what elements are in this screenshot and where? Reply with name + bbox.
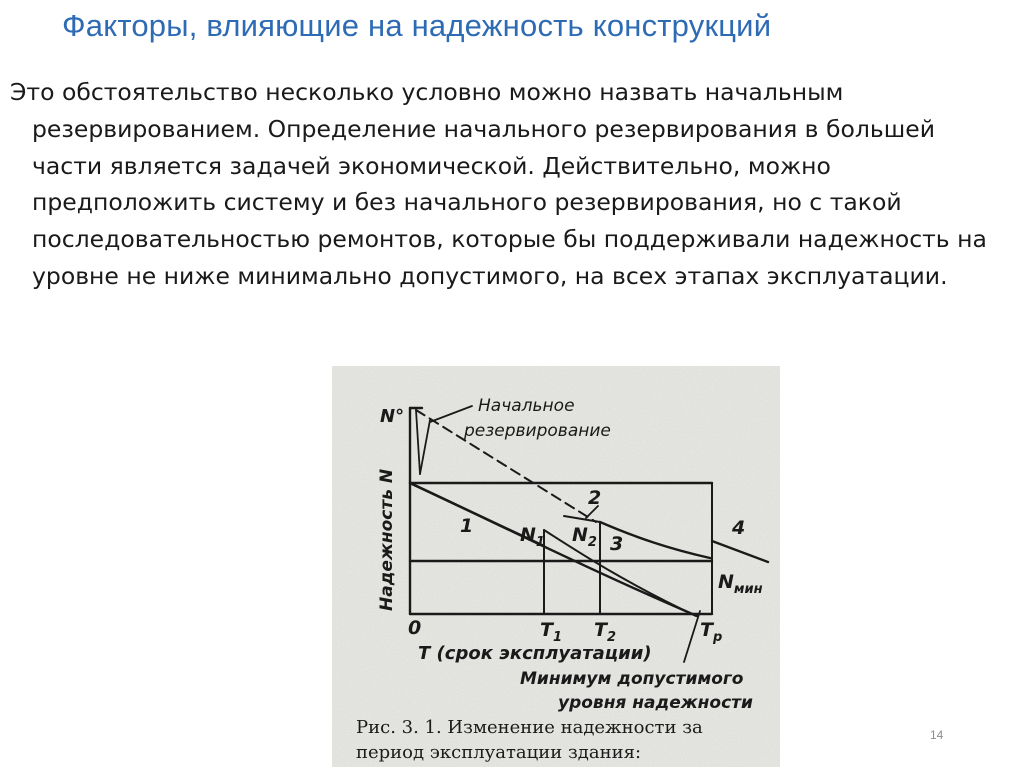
t1-label: $T_1$: [540, 619, 563, 645]
tp-label: $T_р$: [700, 619, 723, 645]
x-axis-label: T (срок эксплуатации): [418, 643, 652, 664]
curve-3-label: 3: [610, 533, 624, 555]
curve-2-label: 2: [588, 487, 602, 509]
origin-label: 0: [408, 617, 422, 639]
page-number: 14: [930, 728, 944, 742]
body-paragraph: Это обстоятельство несколько условно можно назвать начальным резервированием. Определение начального резервирования в большей части является задачей экономической. Действительно, можно предположить систему и без начального резервирования, но с такой последовательностью ремонтов, которые бы поддерживали надежность на уровне не ниже минимально допустимого, на всех этапах эксплуатации.: [10, 78, 987, 290]
n0-label: N°: [380, 406, 405, 427]
nmin-label: $N_{мин}$: [718, 571, 763, 597]
body-text: [10, 74, 1010, 295]
y-axis-label: Надежность N: [377, 468, 397, 611]
initial-reserve-label-line1: Начальное: [478, 396, 575, 416]
t2-label: $T_2$: [594, 619, 617, 645]
initial-reserve-label-line2: резервирование: [464, 421, 611, 441]
caption-line-2: период эксплуатации здания:: [356, 742, 642, 763]
curve-1-label: 1: [460, 515, 474, 537]
min-level-label-line1: Минимум допустимого: [520, 669, 744, 689]
n2-label: $N_2$: [572, 524, 597, 550]
reliability-figure: [332, 366, 780, 767]
n1-label: $N_1$: [520, 524, 545, 550]
caption-line-1: Рис. 3. 1. Изменение надежности за: [356, 717, 703, 738]
curve-4-label: 4: [732, 517, 746, 539]
slide-title: Факторы, влияющие на надежность конструкций: [62, 8, 772, 43]
min-level-label-line2: уровня надежности: [558, 693, 753, 713]
